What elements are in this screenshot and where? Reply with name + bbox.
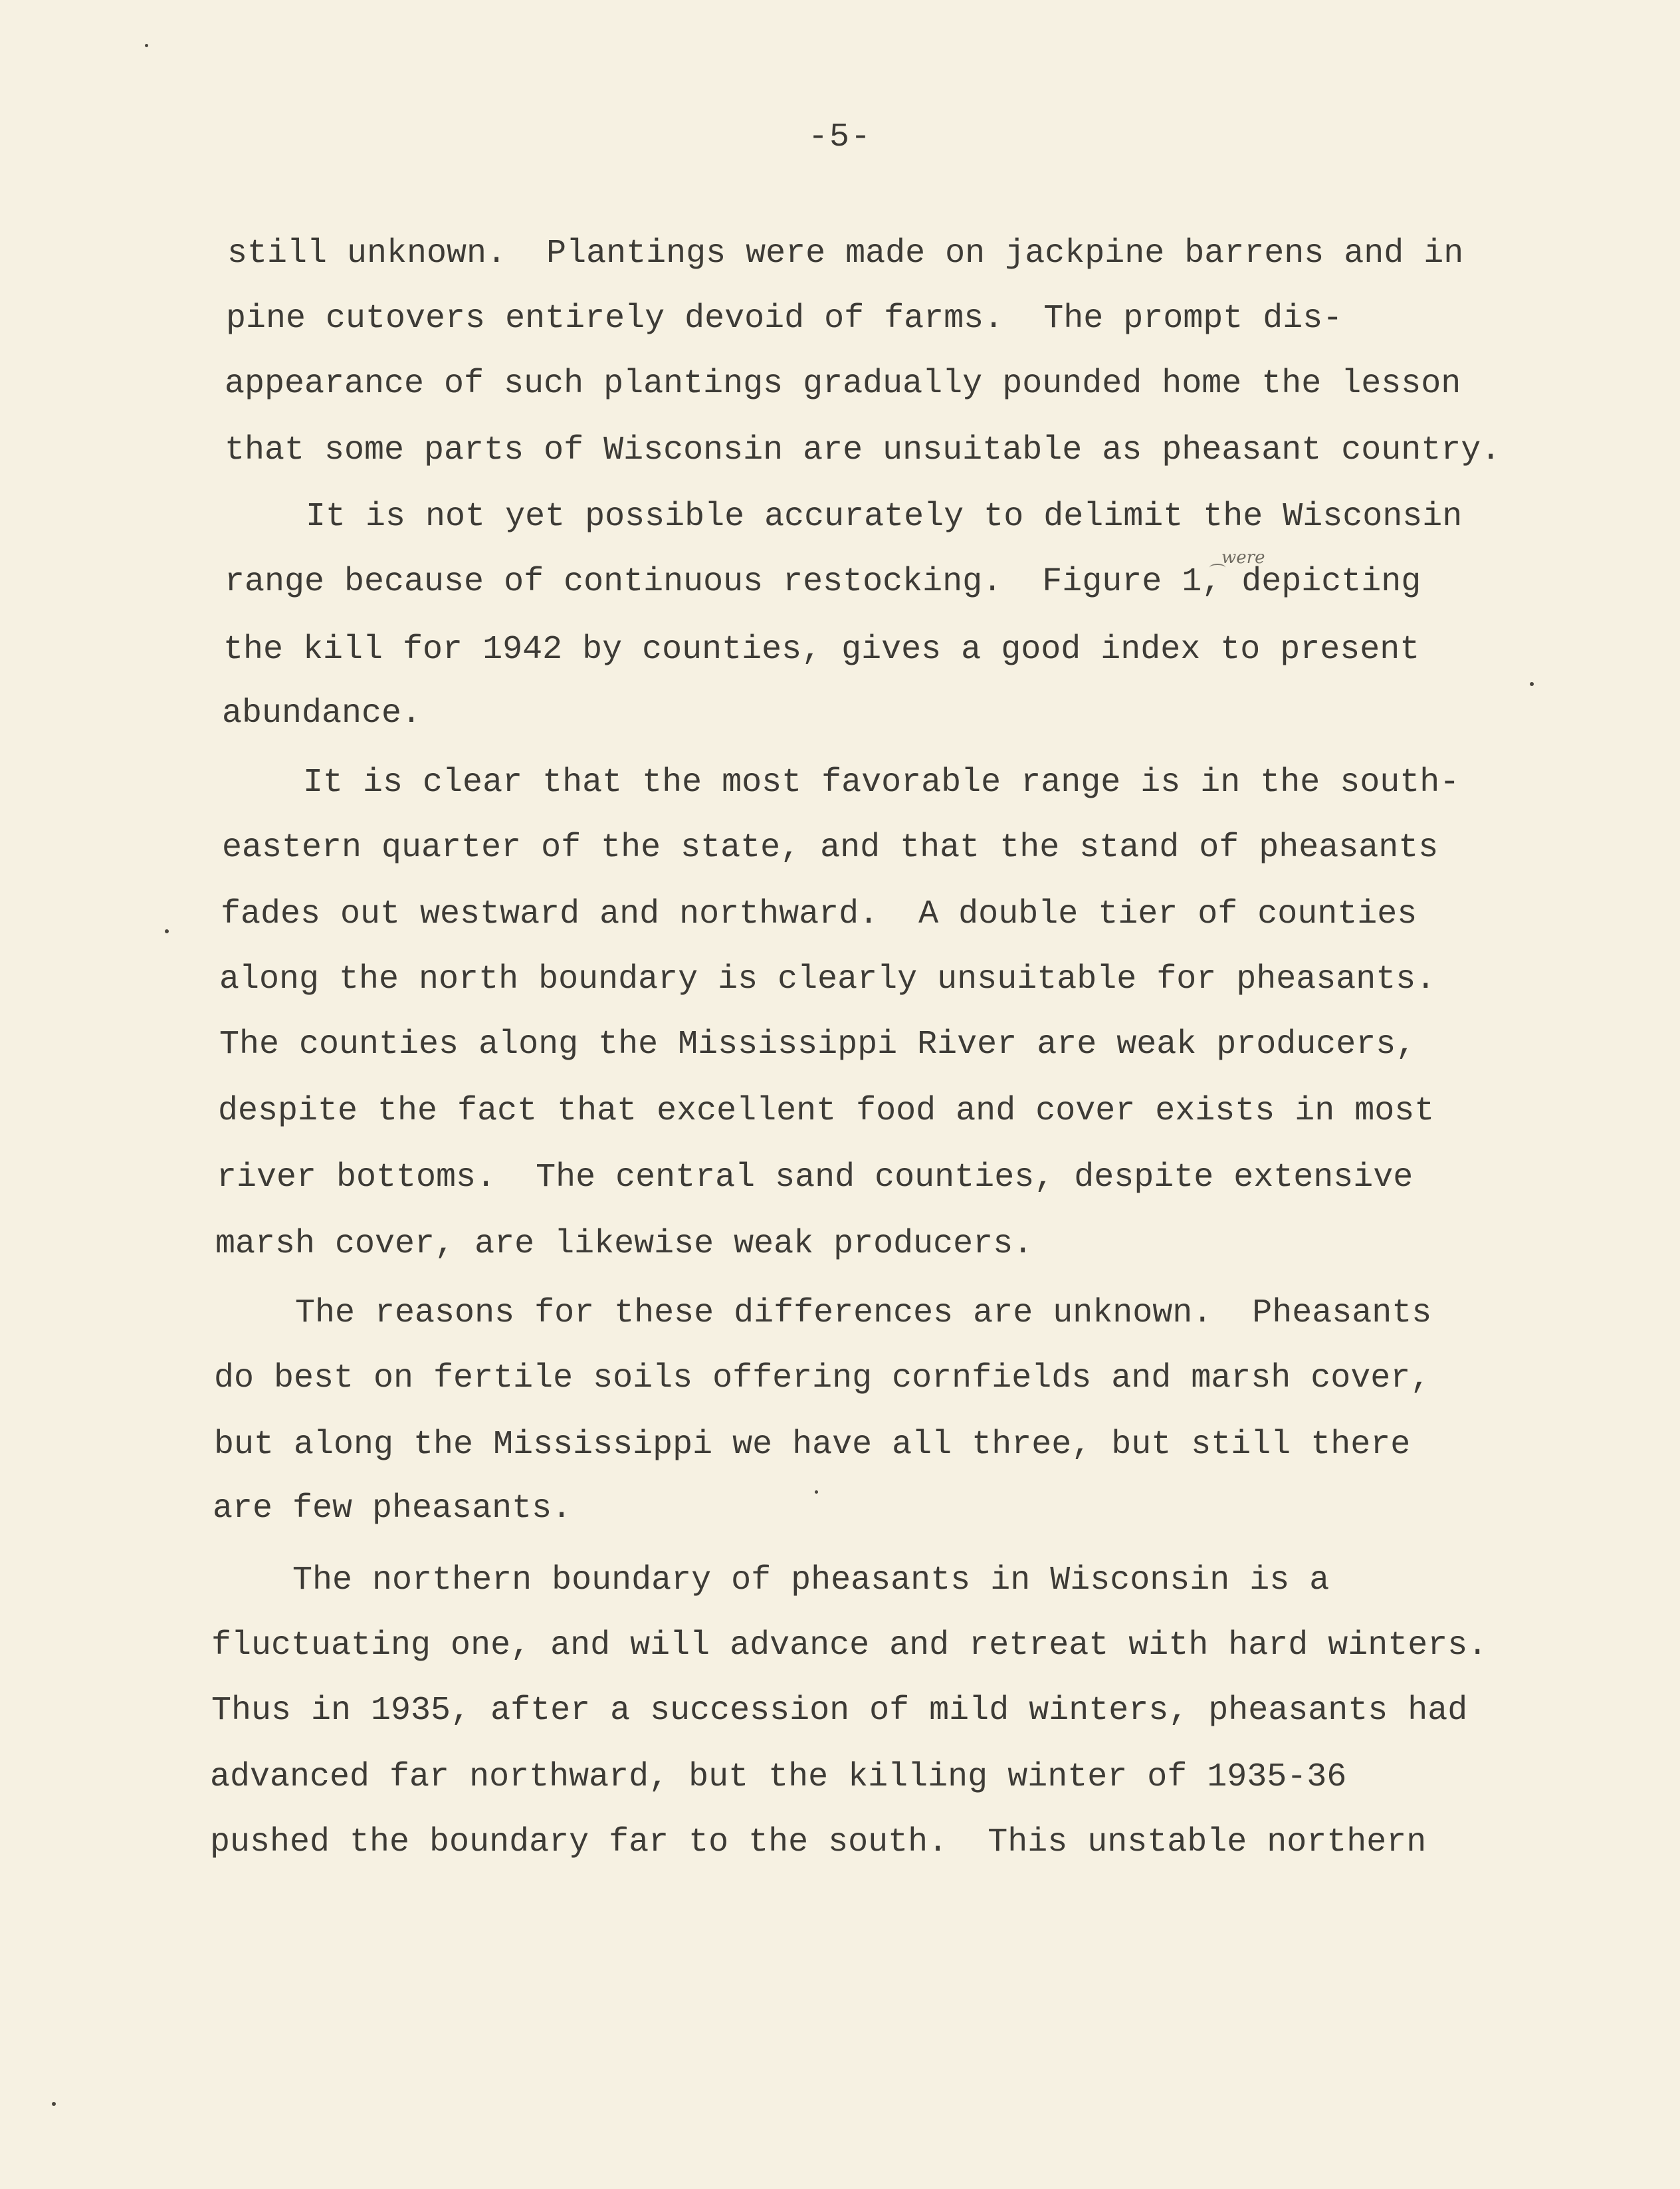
text-line: Thus in 1935, after a succession of mild winters, pheasants had <box>211 1692 1468 1730</box>
text-line: appearance of such plantings gradually pounded home the lesson <box>225 365 1461 403</box>
text-line: are few pheasants. <box>213 1490 572 1528</box>
text-line: that some parts of Wisconsin are unsuitable as pheasant country. <box>225 431 1501 469</box>
text-line: pine cutovers entirely devoid of farms. The prompt dis- <box>226 300 1343 338</box>
text-line: range because of continuous restocking. Figure 1, depicting <box>225 563 1421 601</box>
text-line: do best on fertile soils offering cornfields and marsh cover, <box>214 1359 1431 1397</box>
text-line: fades out westward and northward. A double tier of counties <box>221 895 1418 933</box>
handwritten-insert: were <box>1221 548 1265 568</box>
text-line: The northern boundary of pheasants in Wisconsin is a <box>213 1561 1330 1599</box>
paper-speck <box>815 1490 818 1494</box>
text-line: the kill for 1942 by counties, gives a good index to present <box>223 631 1420 669</box>
paper-speck <box>52 2102 56 2106</box>
text-line: The counties along the Mississippi River are weak producers, <box>219 1026 1416 1064</box>
text-line: abundance. <box>222 695 422 733</box>
text-line: marsh cover, are likewise weak producers. <box>215 1225 1033 1263</box>
text-line: river bottoms. The central sand counties, despite extensive <box>217 1159 1414 1197</box>
text-line: but along the Mississippi we have all three, but still there <box>214 1426 1411 1464</box>
text-line: still unknown. Plantings were made on jackpine barrens and in <box>227 235 1464 273</box>
text-line: along the north boundary is clearly unsuitable for pheasants. <box>219 961 1436 998</box>
text-line: It is clear that the most favorable range is in the south- <box>223 764 1460 802</box>
text-line: The reasons for these differences are unknown. Pheasants <box>215 1294 1432 1332</box>
text-line: It is not yet possible accurately to delimit the Wisconsin <box>226 498 1463 536</box>
paper-speck <box>145 44 148 47</box>
text-line: despite the fact that excellent food and cover exists in most <box>218 1092 1435 1130</box>
text-line: eastern quarter of the state, and that the stand of pheasants <box>222 829 1439 867</box>
insertion-mark <box>1209 564 1225 572</box>
text-line: pushed the boundary far to the south. This unstable northern <box>210 1823 1427 1861</box>
paper-speck <box>165 929 169 933</box>
page-number: -5- <box>807 118 872 156</box>
text-line: fluctuating one, and will advance and retreat with hard winters. <box>211 1627 1488 1665</box>
paper-speck <box>1530 682 1534 686</box>
text-line: advanced far northward, but the killing winter of 1935-36 <box>210 1758 1347 1796</box>
